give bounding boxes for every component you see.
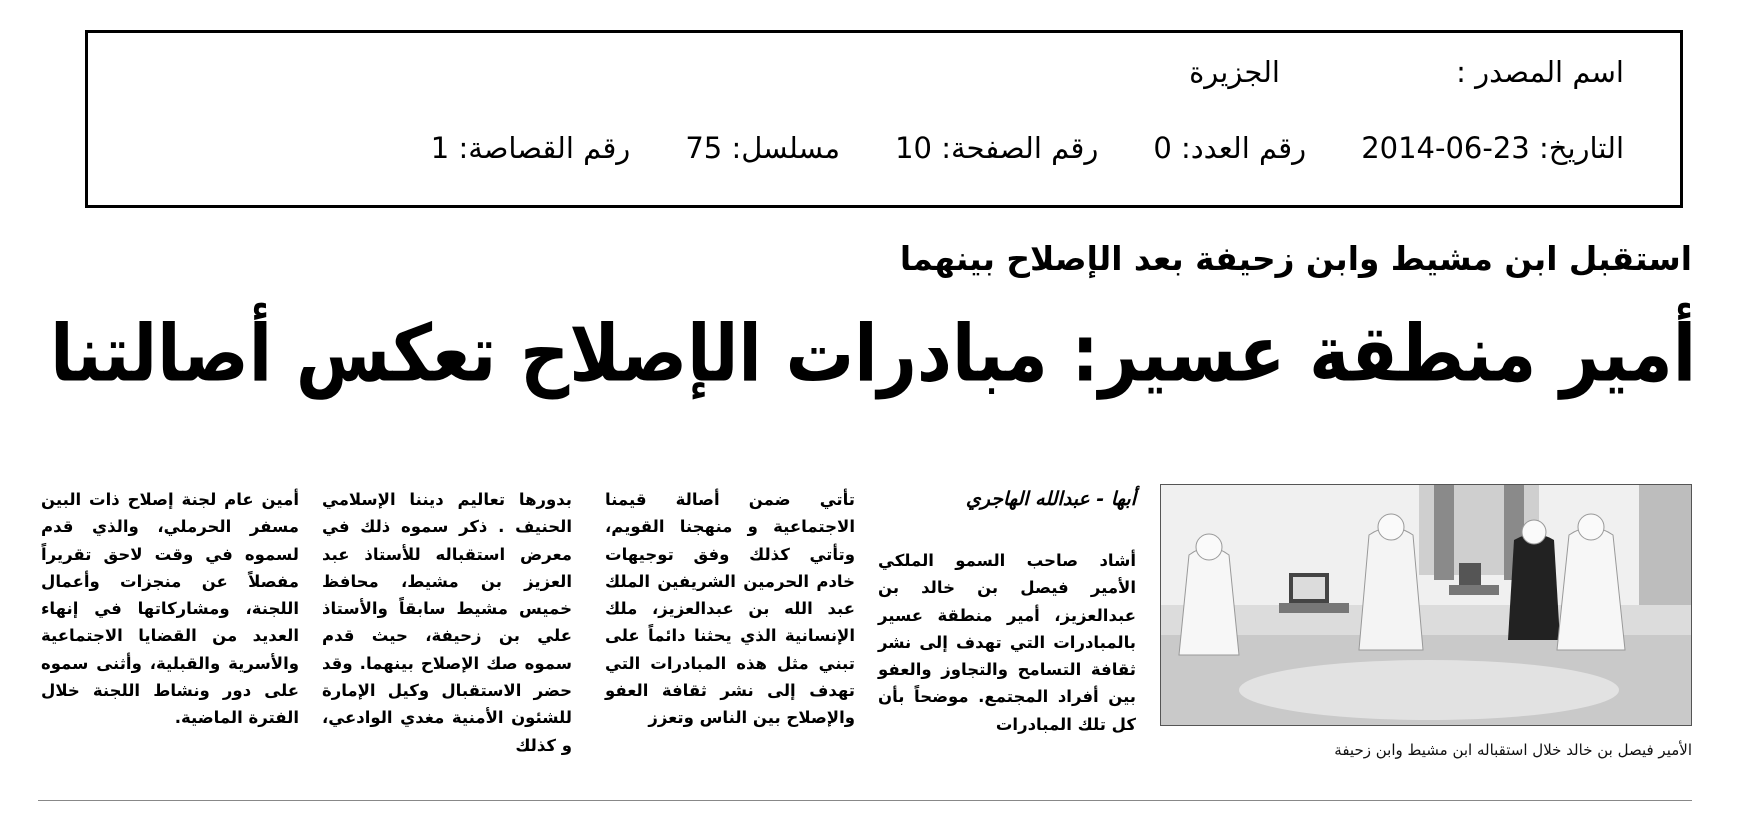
article-kicker: استقبل ابن مشيط وابن زحيفة بعد الإصلاح بينهما <box>899 240 1692 278</box>
article-paragraph: أمين عام لجنة إصلاح ذات البين مسفر الحرملي، والذي قدم لسموه في وقت لاحق تقريراً مفصلاً عن منجزات وأعمال اللجنة، ومشاركاتها في إنهاء العديد من القضايا الاجتماعية والأسرية والقبلية، وأثنى سموه على دور ونشاط اللجنة خلال الفترة الماضية. <box>41 490 299 728</box>
clip-label: رقم القصاصة: <box>458 131 631 165</box>
issue-value: 0 <box>1153 131 1172 165</box>
serial-label: مسلسل: <box>731 131 841 165</box>
issue-field <box>1153 131 1306 165</box>
article-paragraph: تأتي ضمن أصالة قيمنا الاجتماعية و منهجنا القويم، وتأتي كذلك وفق توجيهات خادم الحرمين الشريفين الملك عبد الله بن عبدالعزيز، ملك الإنسانية الذي يحثنا دائماً على تبني مثل هذه المبادرات التي تهدف إلى نشر ثقافة العفو والإصلاح بين الناس وتعزز <box>605 490 855 728</box>
clip-field <box>431 131 631 165</box>
photo-caption: الأمير فيصل بن خالد خلال استقباله ابن مشيط وابن زحيفة <box>1334 741 1692 759</box>
date-label: التاريخ: <box>1538 131 1624 165</box>
issue-label: رقم العدد: <box>1181 131 1307 165</box>
page-label: رقم الصفحة: <box>941 131 1099 165</box>
clip-value: 1 <box>430 131 450 165</box>
article-byline: أبها - عبدالله الهاجري <box>965 488 1136 510</box>
serial-value: 75 <box>685 131 723 165</box>
article-paragraph: بدورها تعاليم ديننا الإسلامي الحنيف . ذكر سموه ذلك في معرض استقباله للأستاذ عبد العزيز بن مشيط، محافظ خميس مشيط سابقاً والأستاذ علي بن زحيفة، حيث قدم سموه صك الإصلاح بينهما. وقد حضر الاستقبال وكيل الإمارة للشئون الأمنية مغدي الوادعي، و كذلك <box>322 490 572 755</box>
article-column-intro <box>878 547 1136 738</box>
article-column-3 <box>322 486 572 759</box>
article-column-4 <box>41 486 299 732</box>
source-meta-row <box>431 131 1624 165</box>
page-field <box>895 131 1098 165</box>
photo-illustration <box>1160 485 1691 726</box>
date-value: 2014-06-23 <box>1361 131 1530 165</box>
page-value: 10 <box>895 131 932 165</box>
article-photo <box>1160 484 1692 726</box>
source-info-box <box>85 30 1683 208</box>
article-paragraph: أشاد صاحب السمو الملكي الأمير فيصل بن خالد بن عبدالعزيز، أمير منطقة عسير بالمبادرات التي تهدف إلى نشر ثقافة التسامح والتجاوز والعفو بين أفراد المجتمع. موضحاً بأن كل تلك المبادرات <box>878 551 1136 734</box>
date-field <box>1361 131 1624 165</box>
serial-field <box>685 131 840 165</box>
source-name-label: اسم المصدر : <box>1456 55 1624 89</box>
bottom-divider <box>38 800 1692 801</box>
article-column-2 <box>605 486 855 732</box>
article-headline: أمير منطقة عسير: مبادرات الإصلاح تعكس أصالتنا <box>49 308 1696 400</box>
source-name-value: الجزيرة <box>1189 55 1280 89</box>
